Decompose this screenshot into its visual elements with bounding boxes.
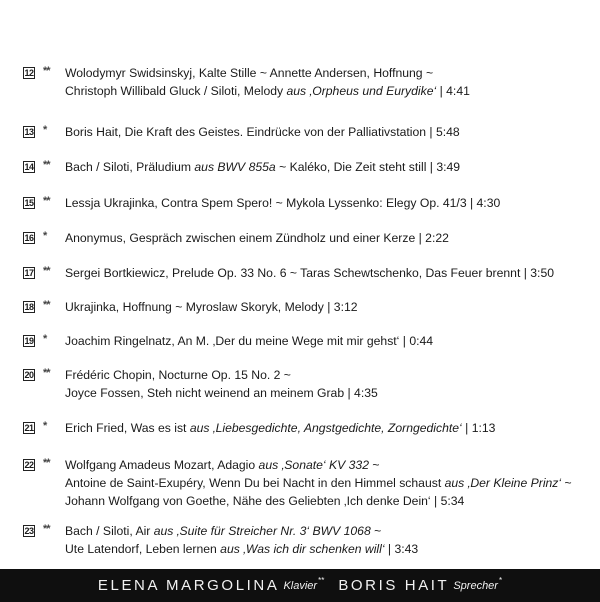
track-text: Christoph Willibald Gluck / Siloti, Melody (65, 84, 287, 98)
track-line (65, 64, 590, 82)
track-number: 21 (24, 423, 34, 433)
track-text: Sergei Bortkiewicz, Prelude Op. 33 No. 6 ~ Taras Schewtschenko, Das Feuer brennt | 3:50 (65, 266, 554, 280)
track-text: Lessja Ukrajinka, Contra Spem Spero! ~ Mykola Lyssenko: Elegy Op. 41/3 | 4:30 (65, 196, 501, 210)
track-line (65, 384, 590, 402)
track-description (65, 194, 590, 212)
track-line (65, 264, 590, 282)
track-text: Bach / Siloti, Air (65, 524, 154, 538)
performer-name-1: ELENA MARGOLINA (97, 577, 280, 594)
track-text: Bach / Siloti, Präludium (65, 160, 195, 174)
track-text: Joyce Fossen, Steh nicht weinend an meinem Grab | 4:35 (65, 386, 378, 400)
track-text: ~ (561, 476, 572, 490)
track-text: Frédéric Chopin, Nocturne Op. 15 No. 2 ~ (65, 368, 291, 382)
track-line (65, 456, 590, 474)
track-text: Joachim Ringelnatz, An M. ‚Der du meine Wege mit mir gehst‘ | 0:44 (65, 334, 434, 348)
track-source-italic: aus ‚Sonate‘ KV 332 (258, 458, 369, 472)
track-text: Ukrajinka, Hoffnung ~ Myroslaw Skoryk, Melody | 3:12 (65, 300, 358, 314)
performer-mark-2: * (498, 576, 503, 585)
track-line (65, 82, 590, 100)
track-description (65, 158, 590, 176)
performer-footer (0, 569, 600, 602)
track-performer-mark: ** (43, 299, 50, 311)
track-line (65, 123, 590, 141)
track-source-italic: aus ‚Suite für Streicher Nr. 3‘ BWV 1068 (153, 524, 371, 538)
track-performer-mark: * (43, 333, 47, 345)
track-text: Erich Fried, Was es ist (65, 421, 190, 435)
track-description (65, 229, 590, 247)
track-performer-mark: * (43, 230, 47, 242)
track-number: 17 (24, 268, 34, 278)
track-text: Antoine de Saint-Exupéry, Wenn Du bei Nacht in den Himmel schaust (65, 476, 445, 490)
track-number: 16 (24, 233, 34, 243)
track-text: Wolfgang Amadeus Mozart, Adagio (65, 458, 259, 472)
track-number: 22 (24, 460, 34, 470)
track-source-italic: aus ‚Der Kleine Prinz‘ (444, 476, 562, 490)
track-number: 15 (24, 198, 34, 208)
track-number: 19 (24, 336, 34, 346)
track-performer-mark: ** (43, 523, 50, 535)
track-number: 23 (24, 526, 34, 536)
track-number: 13 (24, 127, 34, 137)
track-description (65, 64, 590, 100)
track-text: | 4:41 (436, 84, 470, 98)
track-performer-mark: * (43, 124, 47, 136)
track-line (65, 492, 590, 510)
track-performer-mark: * (43, 420, 47, 432)
track-line (65, 332, 590, 350)
track-source-italic: aus ‚Orpheus und Eurydike‘ (286, 84, 437, 98)
track-description (65, 522, 590, 558)
track-source-italic: aus BWV 855a (194, 160, 276, 174)
track-performer-mark: ** (43, 159, 50, 171)
track-description (65, 298, 590, 316)
track-line (65, 298, 590, 316)
track-text: ~ Kaléko, Die Zeit steht still | 3:49 (275, 160, 461, 174)
track-line (65, 158, 590, 176)
track-text: Boris Hait, Die Kraft des Geistes. Eindrücke von der Palliativstation | 5:48 (65, 125, 460, 139)
track-source-italic: aus ‚Liebesgedichte, Angstgedichte, Zorngedichte‘ (189, 421, 462, 435)
track-description (65, 264, 590, 282)
track-performer-mark: ** (43, 367, 50, 379)
track-line (65, 522, 590, 540)
track-text: Anonymus, Gespräch zwischen einem Zündholz und einer Kerze | 2:22 (65, 231, 449, 245)
track-line (65, 540, 590, 558)
performer-mark-1: ** (318, 576, 325, 585)
track-line (65, 419, 590, 437)
track-text: Wolodymyr Swidsinskyj, Kalte Stille ~ Annette Andersen, Hoffnung ~ (65, 66, 434, 80)
track-description (65, 366, 590, 402)
track-text: ~ (369, 458, 380, 472)
track-text: Ute Latendorf, Leben lernen (65, 542, 221, 556)
track-description (65, 419, 590, 437)
track-line (65, 229, 590, 247)
track-description (65, 456, 590, 510)
performer-role-1: Klavier (283, 579, 318, 592)
track-text: ~ (370, 524, 382, 538)
track-text: | 3:43 (384, 542, 419, 556)
track-number: 12 (24, 68, 34, 78)
track-line (65, 194, 590, 212)
track-line (65, 474, 590, 492)
track-text: | 1:13 (461, 421, 496, 435)
track-performer-mark: ** (43, 195, 50, 207)
track-source-italic: aus ‚Was ich dir schenken will‘ (220, 542, 385, 556)
track-performer-mark: ** (43, 265, 50, 277)
track-description (65, 123, 590, 141)
track-performer-mark: ** (43, 65, 50, 77)
track-number: 20 (24, 370, 34, 380)
performer-name-2: BORIS HAIT (338, 577, 450, 594)
track-line (65, 366, 590, 384)
track-number: 14 (24, 162, 34, 172)
track-number: 18 (24, 302, 34, 312)
track-description (65, 332, 590, 350)
track-performer-mark: ** (43, 457, 50, 469)
track-text: Johann Wolfgang von Goethe, Nähe des Geliebten ‚Ich denke Dein‘ | 5:34 (65, 494, 465, 508)
performer-role-2: Sprecher (453, 579, 498, 592)
